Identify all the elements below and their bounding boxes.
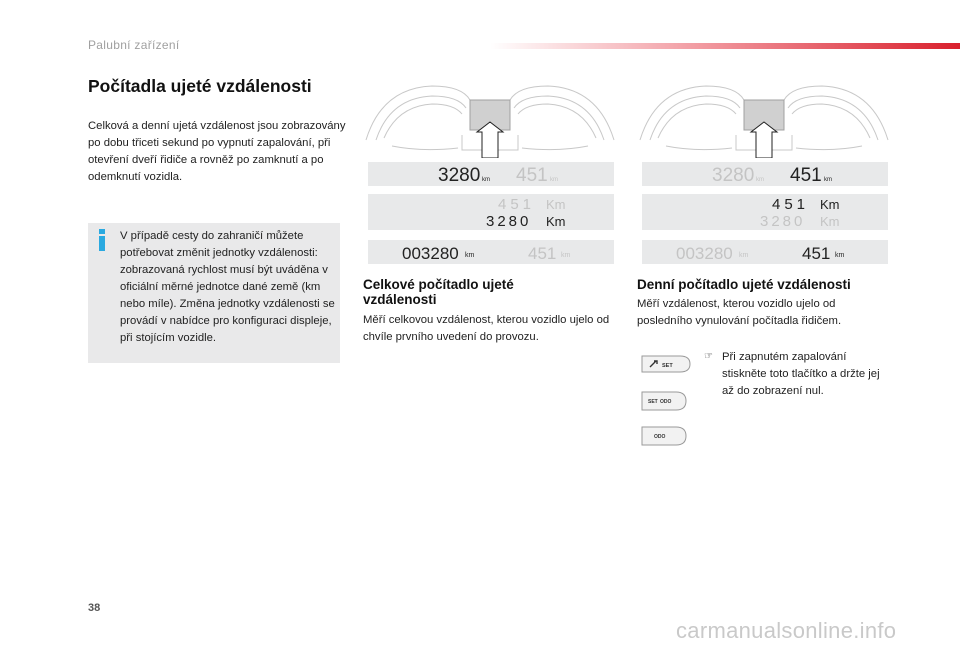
set-label: SET: [648, 399, 658, 405]
page-title: Počítadla ujeté vzdálenosti: [88, 76, 312, 96]
lcd-trip-unit: Km: [546, 197, 566, 212]
lcd-trip-unit: km: [824, 177, 832, 183]
watermark: carmanualsonline.info: [676, 618, 897, 643]
set-label: SET: [662, 363, 673, 369]
lcd-display-total-1: [368, 162, 614, 186]
lcd-total-unit: km: [756, 177, 764, 183]
lcd-total-unit: km: [482, 177, 490, 183]
set-odo-button-icon: [640, 390, 688, 412]
info-icon: [97, 229, 107, 251]
lcd-trip-value: 451: [516, 165, 548, 186]
bullet-arrow-icon: ☞: [704, 351, 713, 362]
lcd-display-trip-2: [642, 194, 888, 230]
lcd-trip-unit: km: [561, 252, 571, 259]
lcd-total-value: 003280: [402, 244, 459, 263]
intro-paragraph: Celková a denní ujetá vzdálenost jsou zobrazovány po dobu třiceti sekund po vypnutí zapalování, při otevření dveří řidiče a rovněž po zamknutí a po odemknutí vozidla.: [88, 120, 346, 183]
odo-button-icon: [640, 425, 688, 447]
instrument-cluster-illustration: [362, 80, 618, 158]
lcd-total-unit: Km: [546, 214, 566, 229]
lcd-display-total-3: [368, 240, 614, 264]
lcd-trip-value: 451: [498, 196, 536, 213]
lcd-display-trip-1: [642, 162, 888, 186]
odo-label: ODO: [660, 399, 672, 405]
lcd-total-unit: km: [465, 252, 475, 259]
trip-odometer-description: Měří vzdálenost, kterou vozidlo ujelo od posledního vynulování počítadla řidičem.: [637, 298, 842, 327]
lcd-trip-value: 451: [772, 196, 810, 213]
total-odometer-heading: Celkové počítadlo ujeté vzdálenosti: [363, 277, 514, 307]
instrument-cluster-illustration: [636, 80, 892, 158]
lcd-display-trip-3: [642, 240, 888, 264]
lcd-trip-unit: km: [550, 177, 558, 183]
lcd-trip-unit: km: [835, 252, 845, 259]
lcd-display-total-2: [368, 194, 614, 230]
lcd-total-value: 3280: [438, 165, 481, 186]
lcd-total-value: 003280: [676, 244, 733, 263]
lcd-total-unit: Km: [820, 214, 840, 229]
lcd-total-value: 3280: [712, 165, 755, 186]
lcd-trip-value: 451: [802, 244, 831, 263]
lcd-trip-unit: Km: [820, 197, 840, 212]
set-button-icon: [640, 354, 692, 374]
lcd-trip-value: 451: [790, 165, 822, 186]
trip-odometer-heading: Denní počítadlo ujeté vzdálenosti: [637, 277, 851, 292]
lcd-total-value: 3280: [486, 213, 532, 230]
total-odometer-description: Měří celkovou vzdálenost, kterou vozidlo ujelo od chvíle prvního uvedení do provozu.: [363, 314, 610, 343]
section-header: Palubní zařízení: [88, 38, 180, 52]
lcd-total-value: 3280: [760, 213, 806, 230]
odo-label: ODO: [654, 434, 666, 440]
info-text: V případě cesty do zahraničí můžete potřebovat změnit jednotky vzdálenosti: zobrazovaná rychlost musí být uváděna v oficiální měrné jednotce dané země (km nebo míle). Změna jednotky vzdálenosti se provádí v nabídce pro konfiguraci displeje, při stojícím vozidle.: [120, 230, 335, 344]
header-accent-bar: [490, 43, 960, 49]
lcd-total-unit: km: [739, 252, 749, 259]
trip-reset-instruction: Při zapnutém zapalování stiskněte toto tlačítko a držte jej až do zobrazení nul.: [722, 351, 880, 397]
lcd-trip-value: 451: [528, 244, 557, 263]
page-number: 38: [88, 602, 101, 614]
